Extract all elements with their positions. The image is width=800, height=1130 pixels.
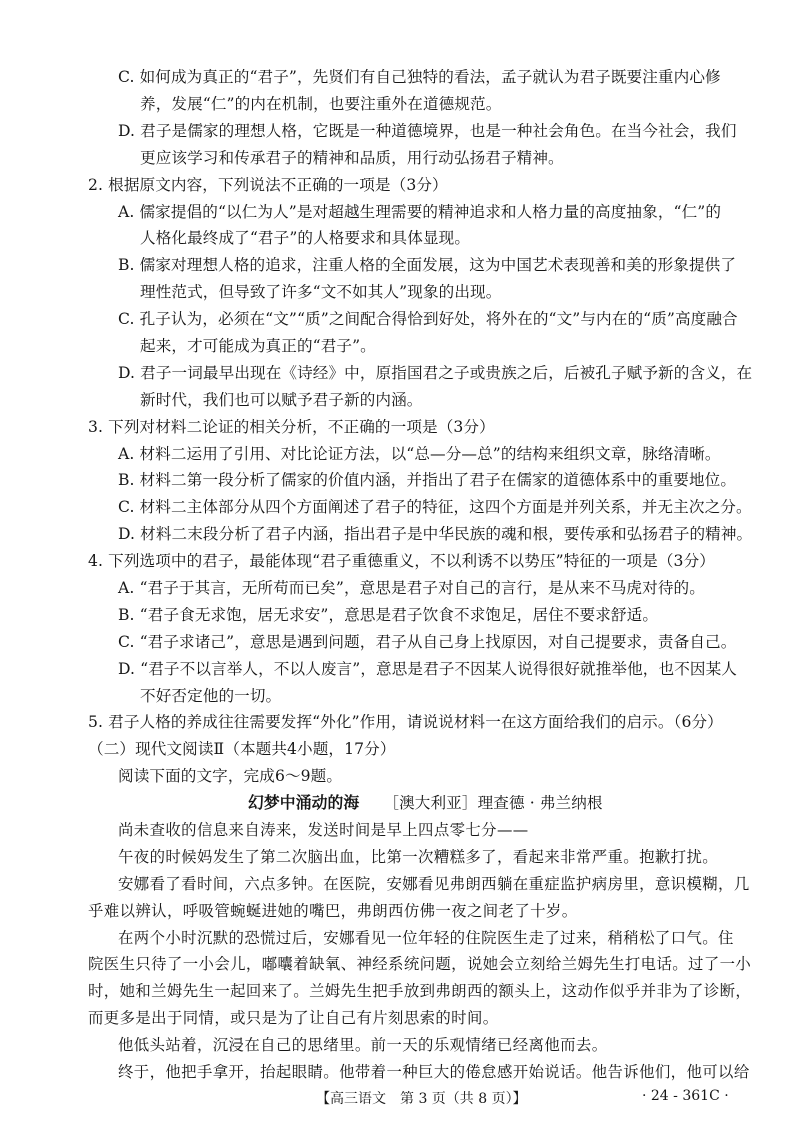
- page-footer-code: · 24 - 361C ·: [642, 1088, 729, 1104]
- story-paragraph: 乎难以辨认，呼吸管蜿蜒进她的嘴巴，弗朗西仿佛一夜之间老了十岁。: [88, 901, 578, 920]
- story-title: 幻梦中涌动的海: [248, 793, 360, 813]
- story-paragraph: 尚未查收的信息来自涛来，发送时间是早上四点零七分——: [118, 821, 529, 839]
- q2-option-c-line2: 起来，才可能成为真正的“君子”。: [140, 336, 376, 355]
- q3-option-d: D. 材料二末段分析了君子内涵，指出君子是中华民族的魂和根，要传承和弘扬君子的精神。: [118, 525, 753, 544]
- story-paragraph: 时，她和兰姆先生一起回来了。兰姆先生把手放到弗朗西的额头上，这动作似乎并非为了诊断，: [88, 982, 752, 1001]
- q4-option-b: B. “君子食无求饱，居无求安”，意思是君子饮食不求饱足，居住不要求舒适。: [118, 605, 659, 624]
- q4-option-d-line1: D. “君子不以言举人，不以人废言”，意思是君子不因某人说得很好就推举他，也不因某人: [118, 659, 737, 678]
- q2-option-a-line2: 人格化最终成了“君子”的人格要求和具体显现。: [140, 229, 471, 248]
- q5-stem: 5. 君子人格的养成往往需要发挥“外化”作用，请说说材料一在这方面给我们的启示。（6分）: [88, 713, 723, 732]
- q1-option-d-line2: 更应该学习和传承君子的精神和品质，用行动弘扬君子精神。: [140, 148, 564, 167]
- q2-option-d-line1: D. 君子一词最早出现在《诗经》中，原指国君之子或贵族之后，后被孔子赋予新的含义，在: [118, 363, 753, 382]
- story-paragraph: 而更多是出于同情，或只是为了让自己有片刻思索的时间。: [88, 1009, 499, 1028]
- reading-instruction: 阅读下面的文字，完成6～9题。: [118, 767, 343, 786]
- story-title-line: [248, 793, 603, 813]
- story-paragraph: 安娜看了看时间，六点多钟。在医院，安娜看见弗朗西躺在重症监护病房里，意识模糊，几: [118, 874, 750, 893]
- q4-option-a: A. “君子于其言，无所苟而已矣”，意思是君子对自己的言行，是从来不马虎对待的。: [118, 578, 705, 597]
- story-paragraph: 终于，他把手拿开，抬起眼睛。他带着一种巨大的倦怠感开始说话。他告诉他们，他可以给: [118, 1063, 750, 1081]
- q4-stem: 4. 下列选项中的君子，最能体现“君子重德重义，不以利诱不以势压”特征的一项是（3分）: [88, 552, 715, 571]
- q2-option-a-line1: A. 儒家提倡的“以仁为人”是对超越生理需要的精神追求和人格力量的高度抽象，“仁”的: [118, 202, 722, 221]
- story-paragraph: 在两个小时沉默的恐慌过后，安娜看见一位年轻的住院医生走了过来，稍稍松了口气。住: [118, 928, 734, 947]
- story-paragraph: 午夜的时候妈发生了第二次脑出血，比第一次糟糕多了，看起来非常严重。抱歉打扰。: [118, 847, 719, 866]
- section-header: （二）现代文阅读Ⅱ（本题共4小题，17分）: [88, 740, 396, 759]
- q2-stem: 2. 根据原文内容，下列说法不正确的一项是（3分）: [88, 175, 448, 194]
- story-paragraph: 他低头站着，沉浸在自己的思绪里。前一天的乐观情绪已经离他而去。: [118, 1036, 608, 1055]
- story-paragraph: 院医生只待了一小会儿，嘟囔着缺氧、神经系统问题，说她会立刻给兰姆先生打电话。过了一小: [88, 955, 752, 974]
- q3-option-b: B. 材料二第一段分析了儒家的价值内涵，并指出了君子在儒家的道德体系中的重要地位。: [118, 471, 737, 490]
- q2-option-b-line1: B. 儒家对理想人格的追求，注重人格的全面发展，这为中国艺术表现善和美的形象提供了: [118, 256, 737, 275]
- story-author: ［澳大利亚］理查德 · 弗兰纳根: [383, 794, 603, 813]
- q4-option-d-line2: 不好否定他的一切。: [140, 686, 282, 705]
- q3-option-a: A. 材料二运用了引用、对比论证方法，以“总—分—总”的结构来组织文章，脉络清晰。: [118, 444, 721, 463]
- q2-option-b-line2: 理性范式，但导致了许多“文不如其人”现象的出现。: [140, 283, 502, 302]
- q1-option-d-line1: D. 君子是儒家的理想人格，它既是一种道德境界，也是一种社会角色。在当今社会，我们: [118, 121, 737, 140]
- q2-option-c-line1: C. 孔子认为，必须在“文”“质”之间配合得恰到好处，将外在的“文”与内在的“质”高度融合: [118, 310, 738, 328]
- q1-option-c-line1: C. 如何成为真正的“君子”，先贤们有自己独特的看法，孟子就认为君子既要注重内心修: [118, 68, 721, 86]
- q3-stem: 3. 下列对材料二论证的相关分析，不正确的一项是（3分）: [88, 417, 495, 436]
- page-footer-info: 【高三语文 第 3 页（共 8 页）】: [316, 1091, 527, 1107]
- q2-option-d-line2: 新时代，我们也可以赋予君子新的内涵。: [140, 390, 423, 409]
- q3-option-c: C. 材料二主体部分从四个方面阐述了君子的特征，这四个方面是并列关系，并无主次之分。: [118, 498, 752, 517]
- q1-option-c-line2: 养，发展“仁”的内在机制，也要注重外在道德规范。: [140, 94, 502, 113]
- q4-option-c: C. “君子求诸己”，意思是遇到问题，君子从自己身上找原因，对自己提要求，责备自己。: [118, 632, 737, 651]
